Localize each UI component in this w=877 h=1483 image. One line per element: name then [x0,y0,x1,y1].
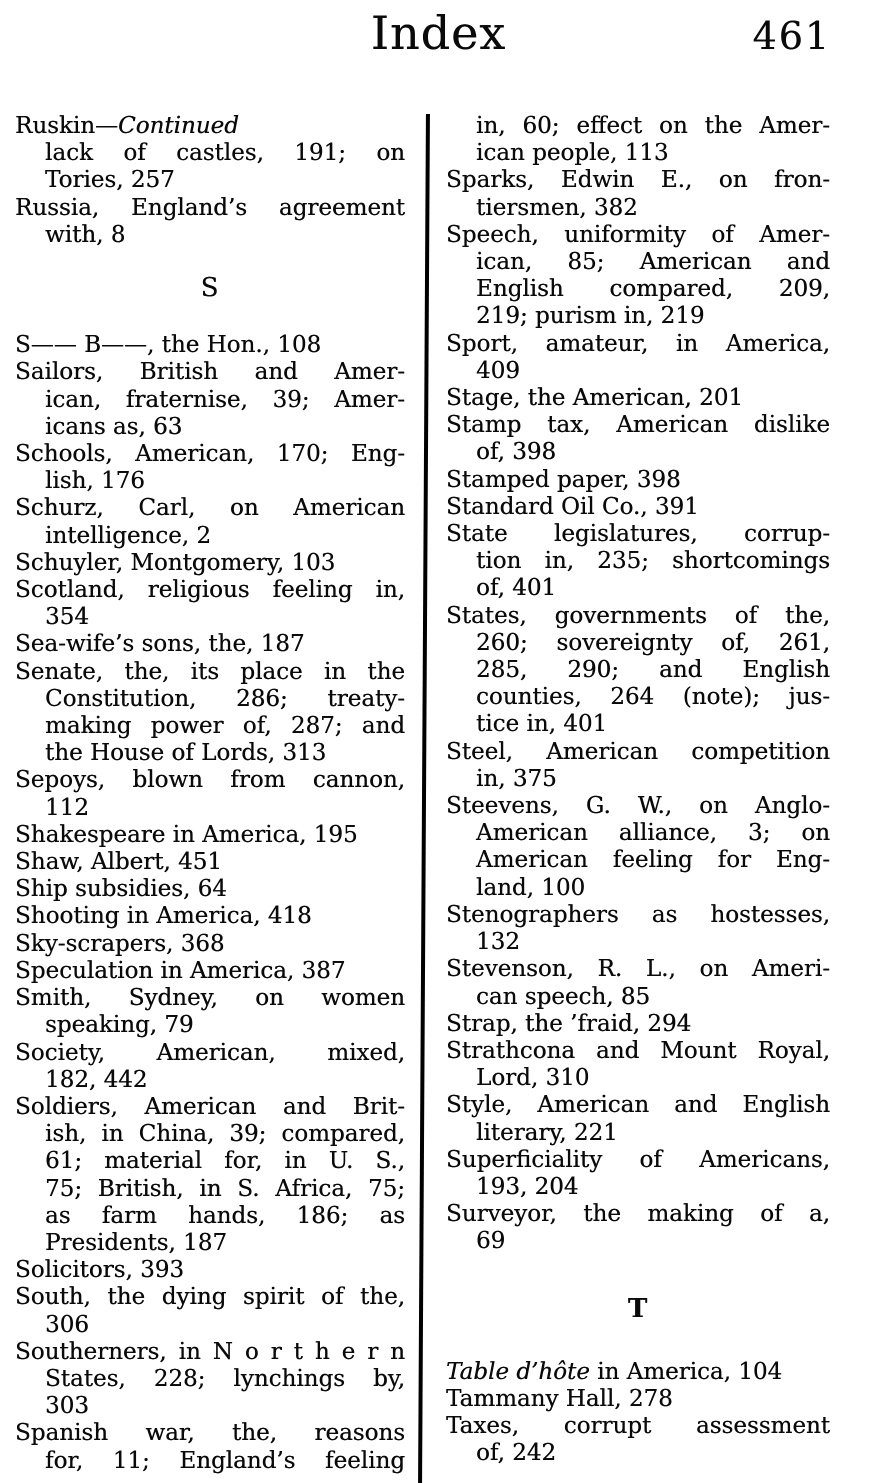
entry-line: Soldiers, American and Brit- [15,1093,405,1120]
entry-line: Sea-wife’s sons, the, 187 [15,631,305,658]
entry-line: States, governments of the, [446,602,830,629]
entry-line: Steel, American competition [446,738,830,765]
index-entry [15,113,405,140]
entry-line: Russia, England’s agreement [15,194,405,221]
index-entry [446,1413,830,1467]
entry-line: ican, fraternise, 39; Amer- [45,386,405,413]
entry-line: counties, 264 (note); jus- [476,684,830,711]
entry-line: Society, American, mixed, [15,1039,405,1066]
entry-line: Southerners, in N o r t h e r n [15,1338,405,1365]
section-heading: S [200,273,220,304]
entry-line: Sparks, Edwin E., on fron- [446,167,830,194]
index-entry [446,467,830,494]
index-entry [15,1420,405,1474]
entry-line: of, 242 [476,1440,557,1467]
entry-line: South, the dying spirit of the, [15,1284,405,1311]
index-entry [15,659,405,768]
entry-line: intelligence, 2 [45,522,211,549]
entry-line: Sepoys, blown from cannon, [15,767,405,794]
entry-line: Shaw, Albert, 451 [15,849,222,876]
index-entry [15,1257,405,1284]
entry-line: Sport, amateur, in America, [446,330,830,357]
index-entry [15,767,405,821]
entry-line: Shakespeare in America, 195 [15,821,358,848]
entry-line: Smith, Sydney, on women [15,985,405,1012]
entry-line: Strathcona and Mount Royal, [446,1037,830,1064]
entry-line: Presidents, 187 [45,1229,227,1256]
index-entry [446,1201,830,1255]
index-entry [15,1040,405,1094]
entry-line: speaking, 79 [45,1012,194,1039]
entry-line: Stevenson, R. L., on Ameri- [446,956,830,983]
column-divider [418,114,430,1483]
page-header [0,0,877,80]
entry-line: Senate, the, its place in the [15,658,405,685]
entry-line: in, 375 [476,765,557,792]
index-entry [15,195,405,249]
index-column-right [446,113,830,1468]
entry-line: lack of castles, 191; on [45,140,405,167]
index-entry [446,1038,830,1092]
index-entry [15,985,405,1039]
entry-line: 285, 290; and English [476,657,830,684]
index-entry [15,550,405,577]
index-entry [446,739,830,793]
entry-line: for, 11; England’s feeling [45,1447,405,1474]
index-entry [15,822,405,849]
entry-line: American alliance, 3; on [476,820,830,847]
entry-line: Speculation in America, 387 [15,957,346,984]
entry-line: 303 [45,1393,89,1420]
index-entry [15,849,405,876]
entry-line: Stamp tax, American dislike [446,412,830,439]
index-entry [15,631,405,658]
entry-line: States, 228; lynchings by, [45,1365,405,1392]
entry-line: ican, 85; American and [476,249,830,276]
entry-line: Solicitors, 393 [15,1257,184,1284]
entry-line: 219; purism in, 219 [476,303,705,330]
entry-line: 354 [45,604,89,631]
index-entry [15,1094,405,1257]
entry-line: the House of Lords, 313 [45,740,327,767]
entry-line: Scotland, religious feeling in, [15,577,405,604]
entry-line: 409 [476,357,520,384]
index-entry [446,494,830,521]
entry-line: Ruskin—Continued [15,113,239,139]
entry-line: tice in, 401 [476,711,608,738]
entry-line: Sky-scrapers, 368 [15,930,225,957]
entry-line: American feeling for Eng- [476,847,830,874]
entry-line: Schurz, Carl, on American [15,495,405,522]
index-entry [446,1092,830,1146]
entry-line: tiersmen, 382 [476,194,638,221]
index-entry [446,956,830,1010]
entry-line: 61; material for, in U. S., [45,1148,405,1175]
index-entry [15,903,405,930]
entry-line: Table d’hôte in America, 104 [446,1358,783,1385]
entry-line: S—— B——, the Hon., 108 [15,332,322,359]
page-number: 461 [752,14,831,58]
entry-line: land, 100 [476,874,586,901]
index-entry [446,1386,830,1413]
entry-line: Speech, uniformity of Amer- [446,221,830,248]
entry-line: Schools, American, 170; Eng- [15,441,405,468]
entry-line: Style, American and English [446,1092,830,1119]
index-entry [15,441,405,495]
entry-line: in, 60; effect on the Amer- [476,113,830,139]
index-entry [446,1011,830,1038]
entry-line: Stenographers as hostesses, [446,901,830,928]
entry-line: with, 8 [45,221,126,248]
entry-line: Superficiality of Americans, [446,1146,830,1173]
entry-line: as farm hands, 186; as [45,1202,405,1229]
entry-line: Shooting in America, 418 [15,903,312,930]
index-entry [446,1359,830,1386]
index-entry [446,1147,830,1201]
page-title: Index [370,6,507,60]
index-entry [446,385,830,412]
entry-line: literary, 221 [476,1119,618,1146]
index-entry [446,222,830,331]
entry-line: State legislatures, corrup- [446,521,830,548]
entry-line: of, 398 [476,439,557,466]
entry-line: tion in, 235; shortcomings [476,548,830,575]
entry-line: Lord, 310 [476,1065,590,1092]
entry-line: ican people, 113 [476,140,669,167]
entry-line: Standard Oil Co., 391 [446,493,699,520]
index-entry [446,902,830,956]
index-entry [15,332,405,359]
index-entry [15,958,405,985]
index-entry [446,331,830,385]
entry-line: 132 [476,929,520,956]
entry-line: Surveyor, the making of a, [446,1201,830,1228]
entry-line: Ship subsidies, 64 [15,876,227,903]
section-heading: T [627,1293,649,1324]
entry-line: lish, 176 [45,468,145,495]
index-entry [446,167,830,221]
entry-line: icans as, 63 [45,413,183,440]
entry-line: ish, in China, 39; compared, [45,1121,405,1148]
entry-line: Tories, 257 [45,167,175,194]
index-entry [15,359,405,441]
entry-line: 69 [476,1228,506,1255]
entry-line: Constitution, 286; treaty- [45,685,405,712]
index-entry [446,603,830,739]
entry-line: 260; sovereignty of, 261, [476,629,830,656]
index-entry [15,931,405,958]
index-entry [446,113,830,167]
index-column-left [15,113,405,1475]
index-entry [15,1284,405,1338]
index-entry [446,793,830,902]
index-entry [15,140,405,194]
entry-line: English compared, 209, [476,276,830,303]
index-entry [15,1339,405,1421]
entry-line: Stamped paper, 398 [446,466,681,493]
entry-line: of, 401 [476,575,557,602]
entry-line: Tammany Hall, 278 [446,1385,673,1412]
entry-line: Sailors, British and Amer- [15,359,405,386]
entry-line: 182, 442 [45,1066,148,1093]
entry-line: can speech, 85 [476,983,651,1010]
entry-line: Strap, the ’fraid, 294 [446,1010,692,1037]
entry-line: 193, 204 [476,1173,579,1200]
entry-line: 112 [45,794,89,821]
index-entry [15,876,405,903]
entry-line: Schuyler, Montgomery, 103 [15,549,336,576]
index-entry [446,521,830,603]
index-entry [446,412,830,466]
index-entry [15,577,405,631]
entry-line: Steevens, G. W., on Anglo- [446,793,830,820]
entry-line: Stage, the American, 201 [446,385,743,412]
entry-line: Taxes, corrupt assessment [446,1413,830,1440]
entry-line: Spanish war, the, reasons [15,1420,405,1447]
entry-line: making power of, 287; and [45,713,405,740]
index-entry [15,495,405,549]
entry-line: 306 [45,1311,89,1338]
entry-line: 75; British, in S. Africa, 75; [45,1175,405,1202]
